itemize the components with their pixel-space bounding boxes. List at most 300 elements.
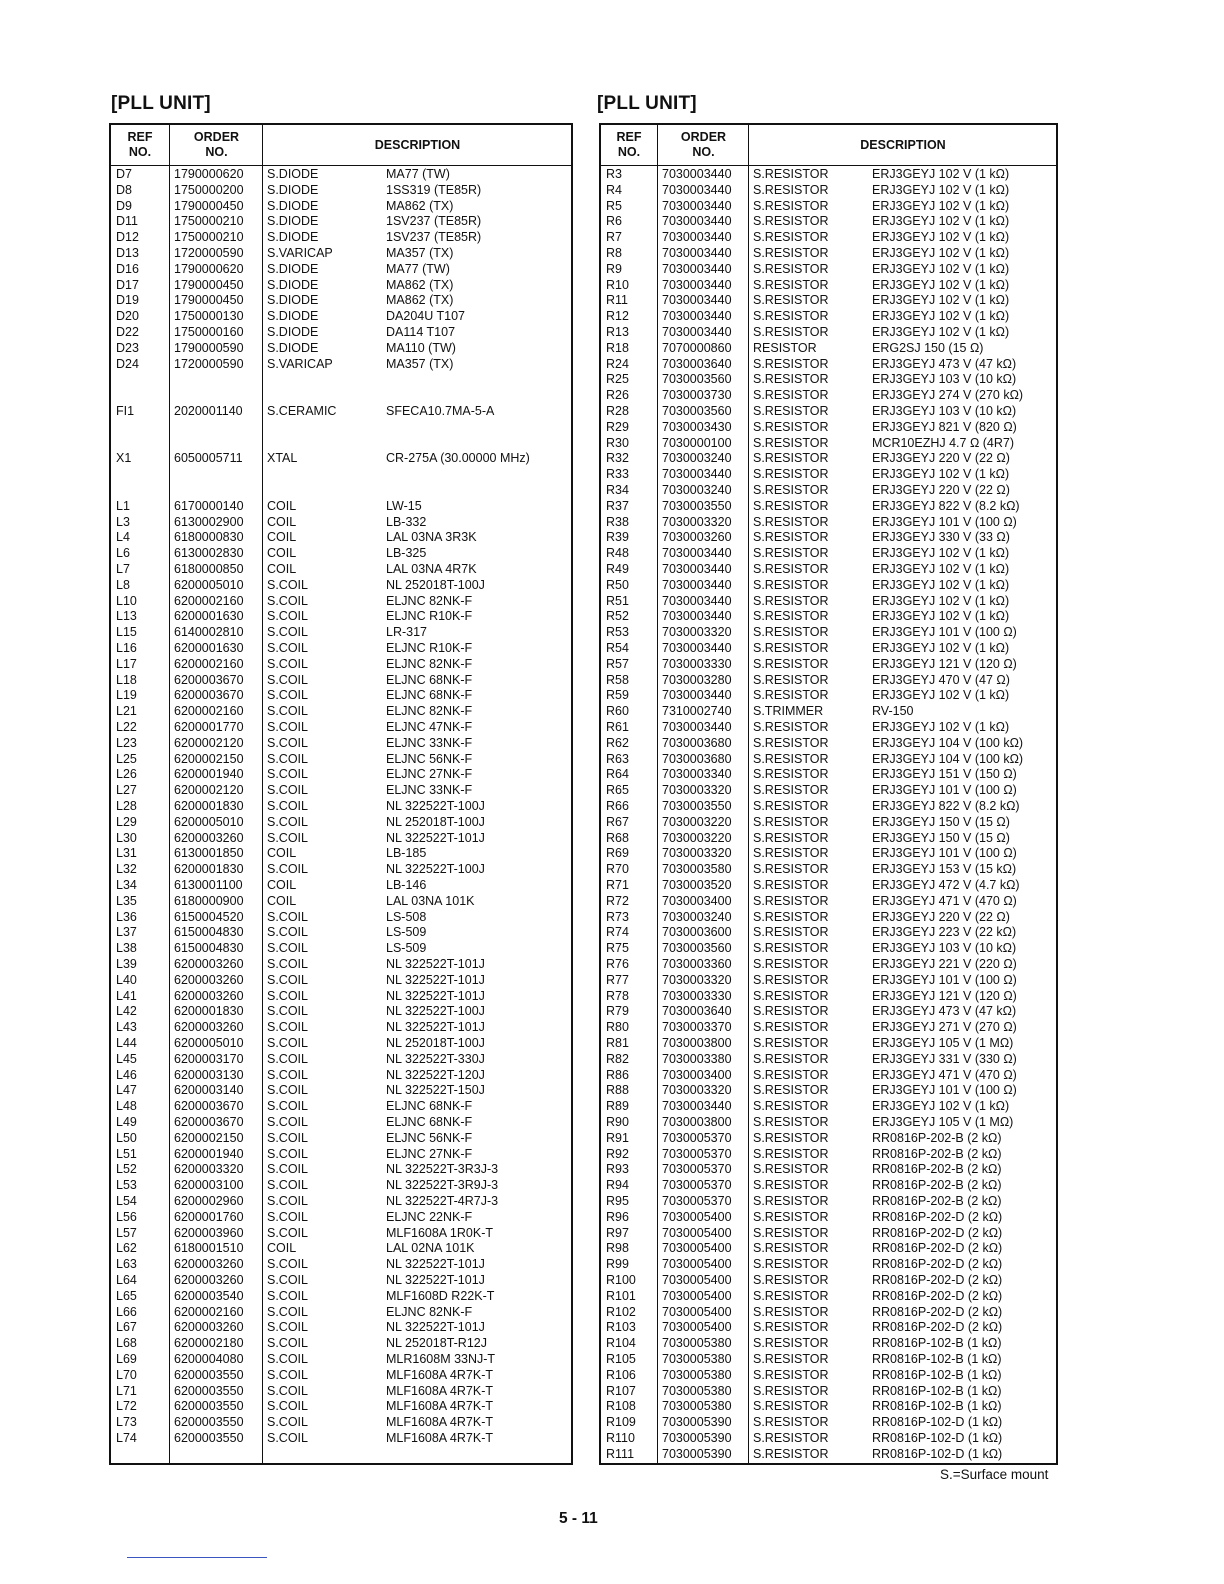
cell-type: S.RESISTOR <box>753 925 829 940</box>
cell-type: S.RESISTOR <box>753 277 829 292</box>
table-row <box>601 846 1056 862</box>
cell-type: S.RESISTOR <box>753 388 829 403</box>
cell-part-number: RR0816P-202-B (2 kΩ) <box>872 1130 1002 1145</box>
cell-order-no: 6200004080 <box>174 1352 244 1366</box>
cell-order-no: 6200002120 <box>174 783 244 798</box>
table-row <box>111 214 571 230</box>
cell-ref-no: R65 <box>606 783 629 798</box>
cell-ref-no: R106 <box>606 1367 636 1382</box>
cell-part-number: NL 322522T-100J <box>386 1004 485 1019</box>
table-row <box>111 1336 571 1352</box>
cell-type: S.COIL <box>267 799 308 813</box>
table-row <box>601 1004 1056 1020</box>
cell-order-no: 6200001940 <box>174 1146 244 1161</box>
cell-type: S.COIL <box>267 1194 308 1208</box>
table-row <box>601 815 1056 831</box>
cell-order-no: 6200001940 <box>174 767 244 782</box>
cell-ref-no: R81 <box>606 1036 629 1050</box>
cell-type: S.RESISTOR <box>753 435 829 450</box>
table-row <box>111 199 571 215</box>
cell-order-no: 7030003440 <box>662 230 732 245</box>
table-row <box>601 1336 1056 1352</box>
cell-type: S.COIL <box>267 1352 308 1366</box>
cell-type: S.RESISTOR <box>753 1320 829 1335</box>
footer-rule <box>127 1557 267 1558</box>
table-row <box>601 1115 1056 1131</box>
cell-order-no: 6200003320 <box>174 1162 244 1177</box>
cell-ref-no: R34 <box>606 483 629 497</box>
cell-type: S.RESISTOR <box>753 325 829 339</box>
table-row <box>111 230 571 246</box>
cell-order-no: 7030003330 <box>662 988 732 1003</box>
cell-order-no: 6200002150 <box>174 751 244 766</box>
cell-type: S.COIL <box>267 783 308 798</box>
cell-ref-no: L22 <box>116 720 137 734</box>
cell-part-number: ERJ3GEYJ 103 V (10 kΩ) <box>872 404 1017 418</box>
cell-order-no: 7030005370 <box>662 1178 732 1193</box>
cell-ref-no: X1 <box>116 451 132 466</box>
table-row <box>111 688 571 704</box>
cell-order-no: 6200003260 <box>174 957 244 971</box>
cell-ref-no: L44 <box>116 1036 137 1050</box>
cell-type: S.RESISTOR <box>753 1020 829 1035</box>
cell-order-no: 6180001510 <box>174 1241 244 1256</box>
table-row <box>601 451 1056 467</box>
cell-part-number: RR0816P-202-D (2 kΩ) <box>872 1209 1003 1224</box>
cell-order-no: 7030003560 <box>662 372 732 387</box>
cell-ref-no: L34 <box>116 878 137 892</box>
cell-part-number: ERJ3GEYJ 102 V (1 kΩ) <box>872 198 1010 213</box>
table-row <box>601 1289 1056 1305</box>
cell-part-number: ERJ3GEYJ 221 V (220 Ω) <box>872 957 1017 971</box>
cell-ref-no: L4 <box>116 530 130 545</box>
table-row <box>601 925 1056 941</box>
table-row <box>111 1257 571 1273</box>
cell-ref-no: R80 <box>606 1020 629 1035</box>
cell-part-number: NL 322522T-101J <box>386 1257 485 1272</box>
table-row <box>601 578 1056 594</box>
cell-ref-no: R107 <box>606 1383 636 1398</box>
cell-order-no: 6200001830 <box>174 1004 244 1019</box>
cell-type: S.RESISTOR <box>753 514 829 529</box>
cell-ref-no: R61 <box>606 720 629 734</box>
table-row <box>111 530 571 546</box>
table-row <box>601 878 1056 894</box>
cell-order-no: 6130002830 <box>174 546 244 561</box>
cell-order-no: 7030003600 <box>662 925 732 940</box>
cell-type: S.RESISTOR <box>753 1304 829 1319</box>
cell-type: S.RESISTOR <box>753 1383 829 1398</box>
cell-order-no: 7030003440 <box>662 293 732 308</box>
cell-part-number: ERJ3GEYJ 101 V (100 Ω) <box>872 514 1017 529</box>
cell-type: S.COIL <box>267 830 308 845</box>
cell-part-number: NL 322522T-150J <box>386 1083 485 1098</box>
cell-part-number: 1SV237 (TE85R) <box>386 230 482 245</box>
cell-ref-no: R66 <box>606 799 629 813</box>
cell-type: S.RESISTOR <box>753 1399 829 1414</box>
cell-ref-no: R11 <box>606 293 629 308</box>
cell-ref-no: D22 <box>116 325 139 339</box>
cell-type: S.COIL <box>267 1004 308 1019</box>
cell-order-no: 7030003330 <box>662 656 732 671</box>
table-row <box>111 1210 571 1226</box>
cell-ref-no: L35 <box>116 893 137 908</box>
cell-part-number: MCR10EZHJ 4.7 Ω (4R7) <box>872 435 1015 450</box>
cell-ref-no: R26 <box>606 388 629 403</box>
cell-ref-no: R69 <box>606 846 629 861</box>
cell-order-no: 7030003320 <box>662 625 732 640</box>
table-row <box>111 957 571 973</box>
cell-type: S.COIL <box>267 1209 308 1224</box>
cell-part-number: DA114 T107 <box>386 325 456 339</box>
table-row <box>601 704 1056 720</box>
cell-order-no: 7030003730 <box>662 388 732 403</box>
table-row <box>111 1004 571 1020</box>
cell-order-no: 6200003550 <box>174 1415 244 1430</box>
cell-ref-no: L38 <box>116 941 137 956</box>
table-row <box>111 973 571 989</box>
cell-ref-no: R4 <box>606 182 622 197</box>
cell-order-no: 7030003320 <box>662 783 732 798</box>
cell-part-number: ELJNC 68NK-F <box>386 672 473 687</box>
cell-part-number: ERJ3GEYJ 102 V (1 kΩ) <box>872 577 1010 592</box>
cell-part-number: ERJ3GEYJ 822 V (8.2 kΩ) <box>872 799 1020 813</box>
cell-type: S.RESISTOR <box>753 909 829 924</box>
cell-type: S.COIL <box>267 957 308 971</box>
cell-type: S.RESISTOR <box>753 372 829 387</box>
cell-type: S.RESISTOR <box>753 878 829 892</box>
cell-part-number: ERJ3GEYJ 121 V (120 Ω) <box>872 656 1017 671</box>
table-row <box>111 293 571 309</box>
cell-ref-no: D17 <box>116 277 139 292</box>
cell-order-no: 6200002960 <box>174 1194 244 1208</box>
cell-ref-no: R7 <box>606 230 622 245</box>
cell-order-no: 6200002160 <box>174 704 244 719</box>
cell-type: S.RESISTOR <box>753 1273 829 1287</box>
cell-part-number: MLF1608A 4R7K-T <box>386 1399 493 1414</box>
cell-type: S.RESISTOR <box>753 799 829 813</box>
table-row <box>601 246 1056 262</box>
table-row <box>111 1384 571 1400</box>
cell-part-number: RR0816P-202-D (2 kΩ) <box>872 1241 1003 1256</box>
table-row <box>111 357 571 373</box>
cell-type: S.RESISTOR <box>753 1036 829 1050</box>
cell-ref-no: L45 <box>116 1051 137 1066</box>
cell-ref-no: R49 <box>606 562 629 576</box>
cell-ref-no: L48 <box>116 1099 137 1114</box>
cell-type: COIL <box>267 562 297 576</box>
table-row <box>111 167 571 183</box>
cell-part-number: LAL 03NA 3R3K <box>386 530 477 545</box>
cell-ref-no: R95 <box>606 1194 629 1208</box>
cell-type: RESISTOR <box>753 340 817 355</box>
cell-part-number: RR0816P-202-D (2 kΩ) <box>872 1273 1003 1287</box>
cell-part-number: MLR1608M 33NJ-T <box>386 1352 496 1366</box>
cell-order-no: 6200003260 <box>174 1273 244 1287</box>
table-row <box>111 925 571 941</box>
cell-ref-no: R70 <box>606 862 629 877</box>
cell-ref-no: R51 <box>606 593 629 608</box>
table-row <box>111 1194 571 1210</box>
cell-type: S.COIL <box>267 1067 308 1082</box>
cell-type: S.RESISTOR <box>753 1067 829 1082</box>
cell-part-number: MLF1608A 1R0K-T <box>386 1225 493 1240</box>
cell-order-no: 7030005380 <box>662 1367 732 1382</box>
cell-order-no: 1750000210 <box>174 230 244 245</box>
cell-ref-no: L29 <box>116 814 137 829</box>
cell-ref-no: R33 <box>606 467 629 482</box>
cell-part-number: RR0816P-202-D (2 kΩ) <box>872 1257 1003 1272</box>
table-row <box>111 451 571 467</box>
cell-type: S.RESISTOR <box>753 625 829 640</box>
cell-order-no: 7030003560 <box>662 404 732 418</box>
cell-order-no: 7030003220 <box>662 814 732 829</box>
cell-ref-no: L64 <box>116 1273 137 1287</box>
cell-part-number: MA862 (TX) <box>386 198 454 213</box>
cell-order-no: 1750000210 <box>174 214 244 229</box>
cell-order-no: 7030005390 <box>662 1431 732 1445</box>
cell-order-no: 7030000100 <box>662 435 732 450</box>
cell-order-no: 7030003440 <box>662 562 732 576</box>
table-row <box>601 436 1056 452</box>
cell-type: S.RESISTOR <box>753 1162 829 1177</box>
cell-order-no: 1790000450 <box>174 293 244 308</box>
cell-order-no: 7030005400 <box>662 1225 732 1240</box>
cell-ref-no: L70 <box>116 1367 137 1382</box>
table-row <box>601 388 1056 404</box>
cell-part-number: ERJ3GEYJ 101 V (100 Ω) <box>872 783 1017 798</box>
cell-type: S.RESISTOR <box>753 293 829 308</box>
cell-type: S.DIODE <box>267 214 319 229</box>
cell-order-no: 7030005400 <box>662 1209 732 1224</box>
cell-type: S.COIL <box>267 704 308 719</box>
table-row <box>601 720 1056 736</box>
cell-ref-no: L69 <box>116 1352 137 1366</box>
cell-order-no: 7030003240 <box>662 909 732 924</box>
table-row <box>601 1257 1056 1273</box>
table-row <box>601 1241 1056 1257</box>
table-row <box>111 246 571 262</box>
cell-order-no: 6200003140 <box>174 1083 244 1098</box>
table-row <box>601 862 1056 878</box>
cell-part-number: MA77 (TW) <box>386 261 450 276</box>
table-row <box>601 767 1056 783</box>
table-row <box>601 325 1056 341</box>
table-row <box>111 673 571 689</box>
cell-ref-no: R50 <box>606 577 629 592</box>
cell-part-number: RR0816P-102-B (1 kΩ) <box>872 1399 1002 1414</box>
cell-part-number: ERJ3GEYJ 104 V (100 kΩ) <box>872 751 1024 766</box>
cell-part-number: MLF1608A 4R7K-T <box>386 1431 493 1445</box>
cell-type: S.RESISTOR <box>753 356 829 371</box>
cell-type: S.COIL <box>267 1036 308 1050</box>
cell-ref-no: R89 <box>606 1099 629 1114</box>
cell-type: S.COIL <box>267 1130 308 1145</box>
cell-type: S.CERAMIC <box>267 404 337 418</box>
cell-ref-no: R12 <box>606 309 629 324</box>
table-row <box>601 183 1056 199</box>
cell-type: S.RESISTOR <box>753 672 829 687</box>
cell-part-number: ERJ3GEYJ 102 V (1 kΩ) <box>872 325 1010 339</box>
cell-ref-no: L73 <box>116 1415 137 1430</box>
cell-ref-no: L26 <box>116 767 137 782</box>
cell-type: S.RESISTOR <box>753 1352 829 1366</box>
cell-type: S.COIL <box>267 593 308 608</box>
cell-part-number: ELJNC 56NK-F <box>386 751 473 766</box>
cell-type: S.RESISTOR <box>753 261 829 276</box>
table-row <box>601 973 1056 989</box>
table-row <box>601 752 1056 768</box>
cell-ref-no: L56 <box>116 1209 137 1224</box>
cell-order-no: 7030005380 <box>662 1383 732 1398</box>
cell-part-number: ERJ3GEYJ 102 V (1 kΩ) <box>872 609 1010 624</box>
right-section-title: [PLL UNIT] <box>597 93 697 114</box>
cell-order-no: 7030003320 <box>662 972 732 987</box>
cell-type: S.RESISTOR <box>753 577 829 592</box>
header-order-no: ORDER NO. <box>193 130 240 159</box>
cell-type: S.RESISTOR <box>753 783 829 798</box>
cell-ref-no: R109 <box>606 1415 636 1430</box>
cell-type: S.COIL <box>267 720 308 734</box>
cell-part-number: LS-508 <box>386 909 427 924</box>
cell-order-no: 7030003680 <box>662 735 732 750</box>
cell-part-number: ERJ3GEYJ 150 V (15 Ω) <box>872 814 1010 829</box>
table-row <box>601 357 1056 373</box>
surface-mount-footnote: S.=Surface mount <box>940 1467 1049 1482</box>
cell-ref-no: L52 <box>116 1162 137 1177</box>
table-row <box>111 372 571 388</box>
cell-type: S.COIL <box>267 625 308 640</box>
cell-order-no: 7030005380 <box>662 1336 732 1351</box>
cell-part-number: LR-317 <box>386 625 427 640</box>
cell-part-number: ERJ3GEYJ 821 V (820 Ω) <box>872 419 1017 434</box>
table-row <box>601 1305 1056 1321</box>
cell-part-number: ERG2SJ 150 (15 Ω) <box>872 340 984 355</box>
cell-ref-no: R53 <box>606 625 629 640</box>
cell-part-number: NL 322522T-100J <box>386 799 485 813</box>
cell-part-number: ERJ3GEYJ 470 V (47 Ω) <box>872 672 1010 687</box>
cell-order-no: 7030003440 <box>662 609 732 624</box>
table-row <box>111 1147 571 1163</box>
cell-ref-no: L50 <box>116 1130 137 1145</box>
cell-ref-no: R13 <box>606 325 629 339</box>
cell-order-no: 6150004830 <box>174 925 244 940</box>
cell-ref-no: D23 <box>116 340 139 355</box>
cell-order-no: 7030003800 <box>662 1036 732 1050</box>
cell-part-number: ERJ3GEYJ 153 V (15 kΩ) <box>872 862 1017 877</box>
cell-part-number: ELJNC R10K-F <box>386 641 473 655</box>
cell-ref-no: L41 <box>116 988 137 1003</box>
cell-type: S.RESISTOR <box>753 1241 829 1256</box>
cell-type: S.RESISTOR <box>753 1257 829 1272</box>
table-row <box>111 894 571 910</box>
cell-part-number: ERJ3GEYJ 102 V (1 kΩ) <box>872 562 1010 576</box>
cell-type: S.RESISTOR <box>753 1367 829 1382</box>
cell-ref-no: D11 <box>116 214 139 229</box>
table-row <box>601 515 1056 531</box>
cell-part-number: ERJ3GEYJ 102 V (1 kΩ) <box>872 720 1010 734</box>
cell-ref-no: L71 <box>116 1383 137 1398</box>
cell-type: S.DIODE <box>267 167 319 181</box>
table-row <box>111 1415 571 1431</box>
table-row <box>111 499 571 515</box>
cell-part-number: ERJ3GEYJ 101 V (100 Ω) <box>872 1083 1017 1098</box>
cell-part-number: ERJ3GEYJ 330 V (33 Ω) <box>872 530 1010 545</box>
cell-type: S.COIL <box>267 1162 308 1177</box>
cell-ref-no: L63 <box>116 1257 137 1272</box>
cell-type: S.RESISTOR <box>753 656 829 671</box>
cell-type: S.RESISTOR <box>753 1051 829 1066</box>
table-row <box>601 293 1056 309</box>
cell-ref-no: R96 <box>606 1209 629 1224</box>
table-row <box>601 1399 1056 1415</box>
cell-order-no: 7030003440 <box>662 198 732 213</box>
cell-part-number: MA357 (TX) <box>386 356 454 371</box>
cell-order-no: 7030003440 <box>662 246 732 260</box>
cell-type: S.RESISTOR <box>753 1336 829 1351</box>
cell-part-number: RR0816P-102-D (1 kΩ) <box>872 1415 1003 1430</box>
cell-type: S.RESISTOR <box>753 641 829 655</box>
table-row <box>111 736 571 752</box>
table-row <box>601 562 1056 578</box>
table-row <box>111 720 571 736</box>
cell-part-number: ERJ3GEYJ 472 V (4.7 kΩ) <box>872 878 1020 892</box>
cell-part-number: RR0816P-202-B (2 kΩ) <box>872 1162 1002 1177</box>
table-row <box>111 1099 571 1115</box>
table-row <box>111 1020 571 1036</box>
cell-type: S.RESISTOR <box>753 846 829 861</box>
cell-ref-no: L68 <box>116 1336 137 1351</box>
cell-ref-no: R71 <box>606 878 629 892</box>
cell-part-number: ERJ3GEYJ 101 V (100 Ω) <box>872 972 1017 987</box>
cell-order-no: 6200002120 <box>174 735 244 750</box>
table-row <box>111 910 571 926</box>
cell-ref-no: L21 <box>116 704 137 719</box>
cell-order-no: 7030005400 <box>662 1288 732 1303</box>
cell-ref-no: R90 <box>606 1115 629 1129</box>
cell-part-number: NL 322522T-4R7J-3 <box>386 1194 499 1208</box>
cell-part-number: LW-15 <box>386 498 422 513</box>
cell-order-no: 7030003320 <box>662 1083 732 1098</box>
cell-order-no: 6200003260 <box>174 988 244 1003</box>
cell-part-number: RR0816P-202-D (2 kΩ) <box>872 1304 1003 1319</box>
cell-part-number: MA77 (TW) <box>386 167 450 181</box>
cell-ref-no: R110 <box>606 1431 635 1445</box>
cell-order-no: 7030003640 <box>662 356 732 371</box>
table-row <box>111 1431 571 1447</box>
cell-order-no: 6180000900 <box>174 893 244 908</box>
cell-part-number: RR0816P-102-B (1 kΩ) <box>872 1352 1002 1366</box>
cell-order-no: 6180000830 <box>174 530 244 545</box>
table-row <box>111 1289 571 1305</box>
cell-ref-no: L51 <box>116 1146 137 1161</box>
cell-part-number: ERJ3GEYJ 223 V (22 kΩ) <box>872 925 1017 940</box>
table-row <box>111 846 571 862</box>
cell-order-no: 6200002180 <box>174 1336 244 1351</box>
cell-order-no: 7030003220 <box>662 830 732 845</box>
cell-part-number: SFECA10.7MA-5-A <box>386 404 495 418</box>
cell-order-no: 6200005010 <box>174 1036 244 1050</box>
table-row <box>111 704 571 720</box>
cell-type: S.RESISTOR <box>753 562 829 576</box>
table-row <box>111 1115 571 1131</box>
cell-order-no: 6200005010 <box>174 577 244 592</box>
table-row <box>601 530 1056 546</box>
cell-order-no: 7030003640 <box>662 1004 732 1019</box>
table-row <box>111 404 571 420</box>
cell-order-no: 6150004830 <box>174 941 244 956</box>
cell-part-number: ERJ3GEYJ 102 V (1 kΩ) <box>872 641 1010 655</box>
